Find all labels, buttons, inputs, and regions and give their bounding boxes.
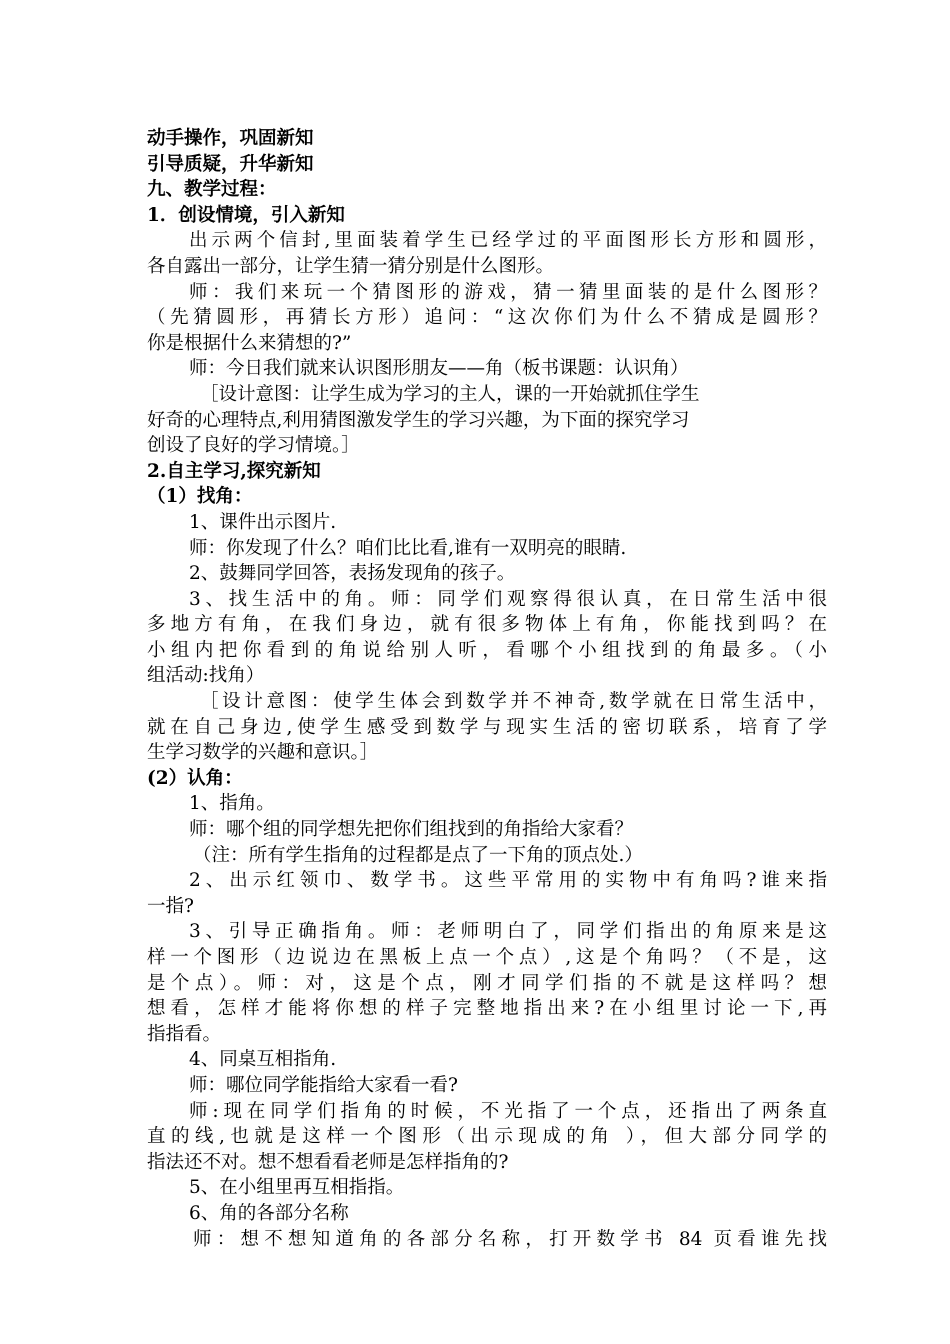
- text-line: 4、同桌互相指角.: [189, 1049, 337, 1071]
- text-line: 样一个图形（边说边在黑板上点一个点）,这是个角吗？（不是，这: [147, 947, 827, 968]
- section-heading: 动手操作，巩固新知: [147, 128, 314, 149]
- text-line: 师：今日我们就来认识图形朋友——角（板书课题：认识角）: [189, 358, 689, 380]
- text-line: 一指?: [147, 895, 194, 917]
- text-line: 直的线,也就是这样一个图形（出示现成的角 ），但大部分同学的: [147, 1126, 827, 1148]
- text-line: 是个点）。师：对，这是个点，刚才同学们指的不就是这样吗？想: [147, 972, 827, 994]
- text-line: ［设计意图：让学生成为学习的主人，课的一开始就抓住学生: [200, 383, 700, 405]
- text-line: 3、引导正确指角。师：老师明白了，同学们指出的角原来是这: [189, 921, 827, 943]
- text-line: 好奇的心理特点,利用猜图激发学生的学习兴趣，为下面的探究学习: [147, 409, 690, 431]
- text-line: 指法还不对。想不想看看老师是怎样指角的?: [147, 1151, 509, 1173]
- section-heading: （1）找角：: [147, 486, 253, 508]
- text-line: 师：想不想知道角的各部分名称，打开数学书 84 页看谁先找: [193, 1228, 827, 1250]
- text-line: 2、鼓舞同学回答，表扬发现角的孩子。: [189, 563, 516, 585]
- section-heading: 九、教学过程：: [147, 179, 277, 201]
- text-line: 小组内把你看到的角说给别人听，看哪个小组找到的角最多。（小: [147, 639, 827, 661]
- text-line: 1、指角。: [189, 793, 275, 815]
- text-line: 2、出示红领巾、数学书。这些平常用的实物中有角吗?谁来指: [189, 870, 827, 892]
- text-line: 你是根据什么来猜想的?”: [147, 332, 352, 354]
- section-heading: (2）认角：: [147, 767, 243, 789]
- text-line: 5、在小组里再互相指指。: [189, 1177, 405, 1199]
- text-line: 各自露出一部分，让学生猜一猜分别是什么图形。: [147, 255, 555, 277]
- text-line: 出示两个信封,里面装着学生已经学过的平面图形长方形和圆形，: [189, 230, 827, 252]
- text-line: 1、课件出示图片.: [189, 511, 337, 533]
- text-line: 就在自己身边,使学生感受到数学与现实生活的密切联系，培育了学: [147, 716, 827, 738]
- text-line: 师:现在同学们指角的时候，不光指了一个点，还指出了两条直: [189, 1100, 827, 1122]
- text-line: 多地方有角，在我们身边，就有很多物体上有角，你能找到吗？在: [147, 614, 827, 636]
- text-line: 生学习数学的兴趣和意识。］: [147, 742, 379, 764]
- text-line: 想看，怎样才能将你想的样子完整地指出来?在小组里讨论一下,再: [147, 998, 827, 1020]
- text-line: 创设了良好的学习情境。］: [147, 435, 360, 457]
- text-line: 师：你发现了什么？咱们比比看,谁有一双明亮的眼睛.: [189, 537, 627, 559]
- text-line: 师：哪个组的同学想先把你们组找到的角指给大家看？: [189, 819, 634, 841]
- document-page: [147, 126, 827, 1252]
- text-line: （注：所有学生指角的过程都是点了一下角的顶点处.）: [193, 844, 643, 866]
- text-line: 师：我们来玩一个猜图形的游戏，猜一猜里面装的是什么图形？: [189, 281, 827, 303]
- text-line: 组活动:找角）: [147, 665, 265, 687]
- section-heading: 引导质疑，升华新知: [147, 153, 314, 175]
- text-line: 6、角的各部分名称: [189, 1202, 349, 1224]
- text-line: 指指看。: [147, 1023, 222, 1045]
- text-line: ［设计意图：使学生体会到数学并不神奇,数学就在日常生活中，: [200, 691, 827, 713]
- section-heading: 1．创设情境，引入新知: [147, 204, 345, 226]
- text-line: 3、找生活中的角。师：同学们观察得很认真，在日常生活中很: [189, 588, 827, 610]
- section-heading: 2.自主学习,探究新知: [147, 460, 321, 482]
- text-line: （先猜圆形，再猜长方形）追问：“这次你们为什么不猜成是圆形？: [147, 307, 827, 329]
- text-line: 师：哪位同学能指给大家看一看?: [189, 1074, 458, 1096]
